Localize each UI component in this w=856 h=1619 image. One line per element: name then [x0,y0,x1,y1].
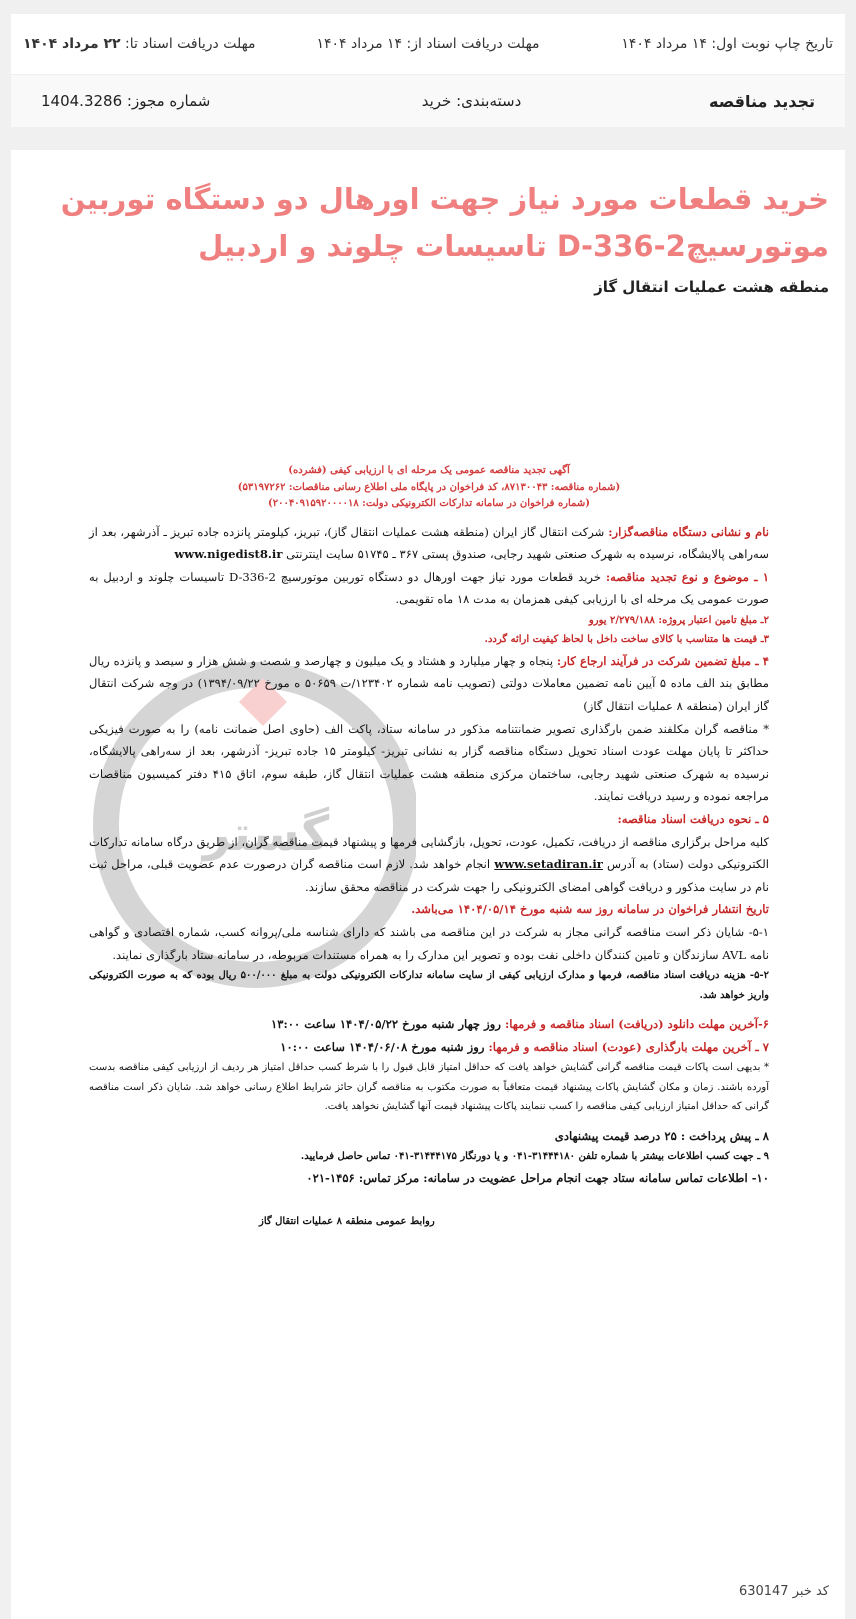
ad-budget: ۲ـ مبلغ تامین اعتبار پروژه: ۲/۲۷۹/۱۸۸ یورو [588,614,769,626]
news-title: خرید قطعات مورد نیاز جهت اورهال دو دستگاه توربین موتورسیچ2-336-D تاسیسات چلوند و اردبیل [60,182,829,263]
receive-to-value: ۲۲ مرداد ۱۴۰۴ [23,36,121,52]
receive-from-date: مهلت دریافت اسناد از: ۱۴ مرداد ۱۴۰۴ [316,36,540,52]
ad-setad-website: www.setadiran.ir [494,857,603,872]
ad-subject-text: خرید قطعات مورد نیاز جهت اورهال دو دستگاه توربین موتورسیچ D-336-2 تاسیسات چلوند و اردبیل به صورت عمومی یک مرحله ای با ارزیابی کیفی همزمان به مدت ۱۸ ماه تقویمی. [89,569,769,607]
ad-prepayment: ۸ ـ پیش پرداخت : ۲۵ درصد قیمت پیشنهادی [554,1128,769,1143]
ad-document-fee: ۵-۲- هزینه دریافت اسناد مناقصه، فرمها و مدارک ارزیابی کیفی از سایت سامانه تدارکات الکترونیکی دولت به مبلغ ۵۰۰/۰۰۰ ریال بوده که به صورت الکترونیکی واریز خواهد شد. [89,970,769,1001]
renewal-label: تجدید مناقصه [709,91,815,111]
receive-to-label: مهلت دریافت اسناد تا: [125,36,256,52]
ad-price-note: ۳ـ قیمت ها متناسب با کالای ساخت داخل با لحاظ کیفیت ارائه گردد. [484,634,769,646]
ad-guarantee-label: ۴ ـ مبلغ تضمین شرکت در فرآیند ارجاع کار: [556,653,769,668]
ad-organizer-label: نام و نشانی دستگاه مناقصه‌گزار: [608,524,769,539]
watermark-text: گستر [202,806,330,862]
ad-upload-deadline-label: ۷ ـ آخرین مهلت بارگذاری (عودت) اسناد مناقصه و فرمها: [488,1039,769,1054]
ad-upload-deadline [89,1036,769,1059]
ad-signature: روابط عمومی منطقه ۸ عملیات انتقال گاز [259,1215,435,1227]
receive-to-date [23,36,293,52]
ad-subject [89,566,769,611]
tender-dates-row [11,14,845,75]
ad-guarantee-delivery: * مناقصه گران مکلفند ضمن بارگذاری تصویر ضمانتنامه مذکور در سامانه ستاد، پاکت الف (حاوی اصل ضمانت نامه) را به صورت فیزیکی حداکثر تا پایان مهلت عودت اسناد تحویل دستگاه مناقصه گزار به نشانی تبریز- کیلومتر ۱۵ جاده تبریز- آذرشهر، بعد از سه‌راهی پالایشگاه، نرسیده به شهرک صنعتی شهید رجایی، ساختمان مرکزی منطقه هشت عملیات انتقال گاز، طبقه سوم، اتاق ۴۱۵ دفتر کمیسیون مناقصات مراجعه نموده و رسید دریافت نمایند. [89,721,769,804]
ad-documents-text-a: کلیه مراحل برگزاری مناقصه از دریافت، تکمیل، عودت، تحویل، بازگشایی فرمها و پیشنهاد قیمت مناقصه گران، از طریق درگاه سامانه تدارکات الکترونیکی دولت (ستاد) به آدرس [89,834,769,872]
ad-subject-label: ۱ ـ موضوع و نوع تجدید مناقصه: [605,569,769,584]
ad-download-deadline-label: ۶-آخرین مهلت دانلود (دریافت) اسناد مناقصه و فرمها: [504,1017,769,1032]
ad-organizer-text: شرکت انتقال گاز ایران (منطقه هشت عملیات انتقال گاز)، تبریز، کیلومتر پانزده جاده تبریز ـ آذرشهر، بعد از سه‌راهی پالایشگاه، نرسیده به شهرک صنعتی شهید رجایی، صندوق پستی ۳۶۷ ـ ۵۱۷۴۵ سایت اینترنتی [89,524,769,562]
ad-opening-note: * بدیهی است پاکات قیمت مناقصه گرانی گشایش خواهد یافت که حداقل امتیاز قابل قبول را با شرط کسب حداقل امتیاز هر ردیف از ارزیابی کیفی مناقصه بدست آورده باشند. زمان و مکان گشایش پاکات پیشنهاد قیمت متعاقباً به صورت مکتوب به مناقصه گران حائز شرایط اطلاع رسانی خواهد شد. شایان ذکر است مناقصه گرانی که حداقل امتیاز ارزیابی کیفی مناقصه را کسب ننمایند پاکات پیشنهاد قیمت آنها گشایش نخواهد یافت. [89,1062,769,1113]
ad-documents-heading: ۵ ـ نحوه دریافت اسناد مناقصه: [617,812,769,827]
news-content-card [11,150,845,1619]
ad-organizer [89,521,769,566]
news-code: کد خبر 630147 [738,1584,829,1599]
first-print-date: تاریخ چاپ نوبت اول: ۱۴ مرداد ۱۴۰۴ [621,36,833,52]
category-label: دسته‌بندی: خرید [421,92,522,110]
tender-meta-row [11,75,845,127]
ad-download-deadline [89,1013,769,1036]
tender-advertisement [89,463,769,1543]
permit-number: شماره مجوز: 1404.3286 [41,92,211,110]
ad-organizer-website: www.nigedist8.ir [174,547,283,562]
ad-upload-deadline-value: روز شنبه مورخ ۱۴۰۴/۰۶/۰۸ ساعت ۱۰:۰۰ [280,1039,489,1054]
ad-setad-contact: ۱۰- اطلاعات تماس سامانه ستاد جهت انجام مراحل عضویت در سامانه: مرکز تماس: ۱۴۵۶-۰۲۱ [306,1170,769,1185]
ad-heading: آگهی تجدید مناقصه عمومی یک مرحله ای با ارزیابی کیفی (فشرده) [288,465,570,476]
ad-documents-text-b: انجام خواهد شد. لازم است مناقصه گران درصورت عدم عضویت قبلی، مراحل ثبت نام در سایت مذکور و دریافت گواهی امضای الکترونیکی را جهت شرکت در مناقصه محقق سازند. [89,857,769,894]
tender-info-card [11,14,845,126]
region-name: منطقه هشت عملیات انتقال گاز [594,278,829,296]
ad-contact-phone: ۹ ـ جهت کسب اطلاعات بیشتر با شماره تلفن ۳۱۴۴۴۱۸۰-۰۴۱ و یا دورنگار ۳۱۴۴۴۱۷۵-۰۴۱ تماس حاصل فرمایید. [300,1151,769,1163]
ad-tender-number: (شماره مناقصه: ۸۷۱۳۰۰۴۳، کد فراخوان در پایگاه ملی اطلاع رسانی مناقصات: ۵۳۱۹۷۲۶۲) [237,481,621,493]
ad-publish-date: تاریخ انتشار فراخوان در سامانه روز سه شنبه مورخ ۱۴۰۴/۰۵/۱۴ می‌باشد. [411,902,769,917]
ad-setad-number: (شماره فراخوان در سامانه تدارکات الکترونیکی دولت: ۲۰۰۴۰۹۱۵۹۲۰۰۰۰۱۸) [268,498,590,509]
ad-guarantee [89,650,769,718]
ad-download-deadline-value: روز چهار شنبه مورخ ۱۴۰۴/۰۵/۲۲ ساعت ۱۳:۰۰ [271,1017,505,1032]
ad-guarantee-text: پنجاه و چهار میلیارد و هشتاد و یک میلیون و چهارصد و شصت و شش هزار و سیصد و پانزده ریال مطابق بند الف ماده ۵ آیین نامه تضمین معاملات دولتی (تصویب نامه شماره ۱۲۳۴۰۲/ت ۵۰۶۵۹ ه مورخ ۱۳۹۴/۰۹/۲۲) در وجه شرکت انتقال گاز ایران (منطقه ۸ عملیات انتقال گاز) [89,653,770,714]
ad-eligibility: ۵-۱- شایان ذکر است مناقصه گرانی مجاز به شرکت در این مناقصه می باشند که دارای شناسه ملی/پروانه کسب، شماره اقتصادی و گواهی نامه AVL سازندگان و تامین کنندگان داخلی نفت بوده و تصویر این مدارک را به همراه مستندات مربوطه، در سامانه ستاد بارگذاری نمایند. [89,925,769,962]
ad-documents-procedure [89,831,769,899]
